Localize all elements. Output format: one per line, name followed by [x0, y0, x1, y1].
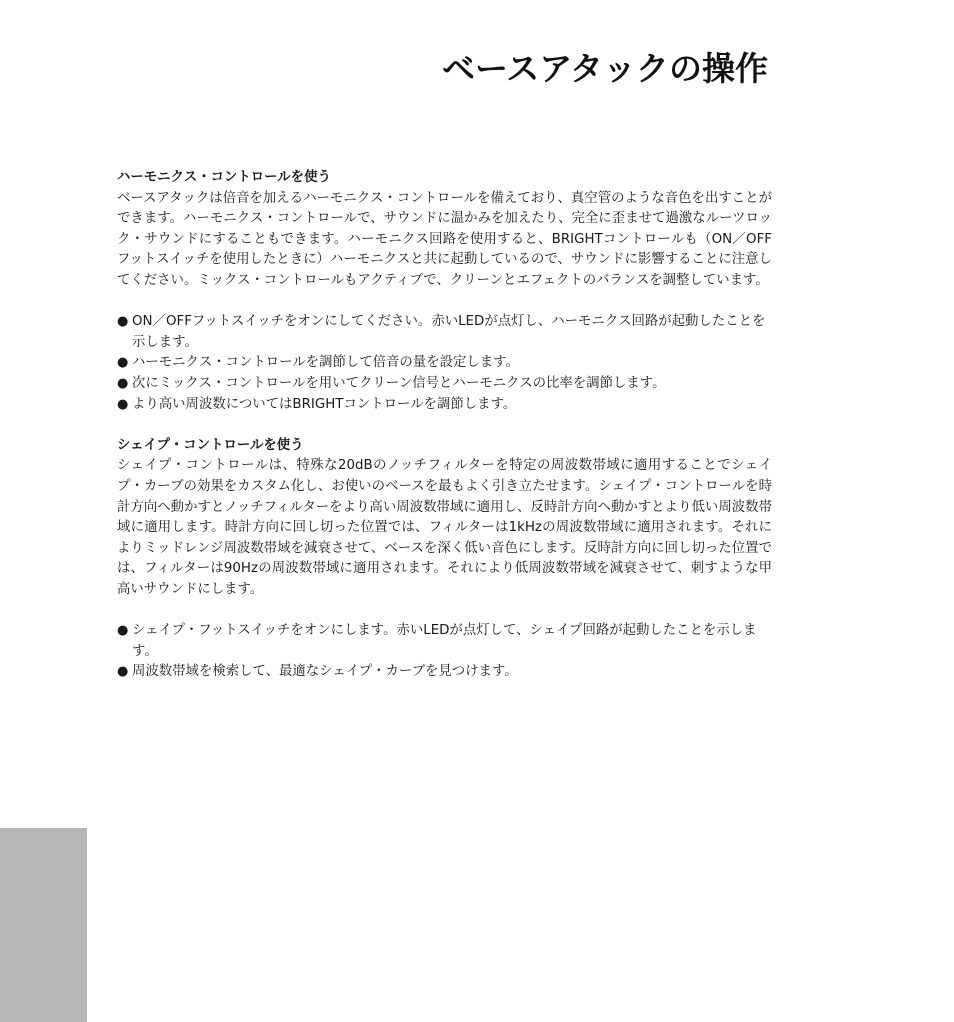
list-item: [117, 312, 772, 353]
list-item: [117, 353, 772, 374]
list-item-text: 周波数帯域を検索して、最適なシェイプ・カーブを見つけます。: [132, 664, 518, 680]
bullet-icon: ●: [117, 623, 129, 639]
list-item-text: ON／OFFフットスイッチをオンにしてください。赤いLEDが点灯し、ハーモニクス回路が起動したことを示します。: [132, 314, 766, 350]
harmonics-heading: ハーモニクス・コントロールを使う: [117, 170, 331, 185]
bullet-icon: ●: [117, 375, 129, 391]
harmonics-bullet-list: [117, 312, 772, 415]
list-item: [117, 395, 772, 416]
main-content: [117, 168, 772, 683]
side-tab: [0, 828, 87, 1022]
harmonics-section: [117, 168, 772, 415]
shape-paragraph: シェイプ・コントロールは、特殊な20dBのノッチフィルターを特定の周波数帯域に適用することでシェイプ・カーブの効果をカスタム化し、お使いのベースを最もよく引き立たせます。シェイプ・コントロールを時計方向へ動かすとノッチフィルターをより高い周波数帯域に適用し、反時計方向へ動かすとより低い周波数帯域に適用します。時計方向に回し切った位置では、フィルターは1kHzの周波数帯域に適用されます。それによりミッドレンジ周波数帯域を減衰させて、ベースを深く低い音色にします。反時計方向に回し切った位置では、フィルターは90Hzの周波数帯域に適用されます。それにより低周波数帯域を減衰させて、刺すような甲高いサウンドにします。: [117, 458, 772, 597]
list-item-text: シェイプ・フットスイッチをオンにします。赤いLEDが点灯して、シェイプ回路が起動したことを示します。: [132, 623, 757, 659]
shape-section: [117, 436, 772, 683]
list-item-text: ハーモニクス・コントロールを調節して倍音の量を設定します。: [132, 355, 519, 371]
bullet-icon: ●: [117, 396, 129, 412]
harmonics-paragraph: ベースアタックは倍音を加えるハーモニクス・コントロールを備えており、真空管のような音色を出すことができます。ハーモニクス・コントロールで、サウンドに温かみを加えたり、完全に歪ませて過激なルーツロック・サウンドにすることもできます。ハーモニクス回路を使用すると、BRIGHTコントロールも（ON／OFFフットスイッチを使用したときに）ハーモニクスと共に起動しているので、サウンドに影響することに注意してください。ミックス・コントロールもアクティブで、クリーンとエフェクトのバランスを調整しています。: [117, 190, 772, 288]
shape-heading: シェイプ・コントロールを使う: [117, 437, 304, 453]
list-item-text: 次にミックス・コントロールを用いてクリーン信号とハーモニクスの比率を調節します。: [132, 375, 666, 391]
bullet-icon: ●: [117, 314, 129, 330]
shape-bullet-list: [117, 621, 772, 683]
page-title: ベースアタックの操作: [441, 49, 768, 88]
bullet-icon: ●: [117, 664, 129, 680]
bullet-icon: ●: [117, 355, 129, 371]
list-item: [117, 662, 772, 683]
list-item: [117, 621, 772, 662]
list-item: [117, 374, 772, 395]
list-item-text: より高い周波数についてはBRIGHTコントロールを調節します。: [132, 396, 517, 412]
